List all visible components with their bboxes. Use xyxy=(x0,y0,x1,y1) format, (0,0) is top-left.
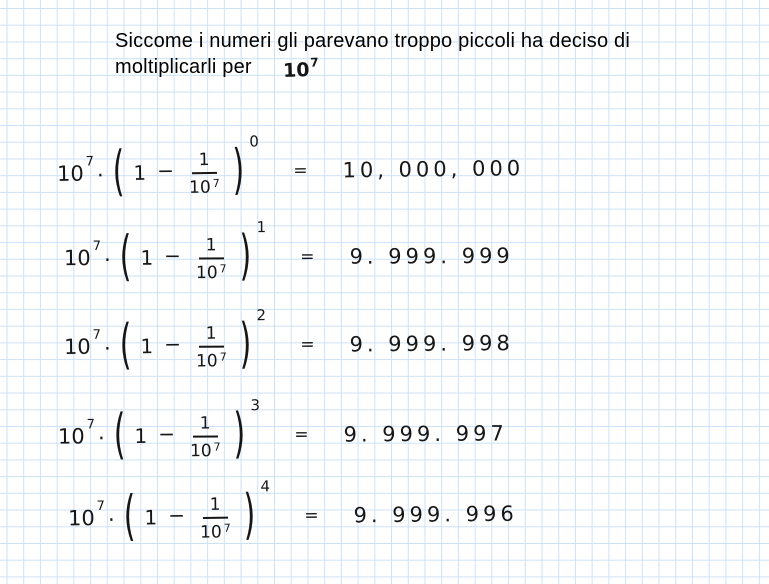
fraction-numerator: 1 xyxy=(199,326,224,348)
multiply-dot: · xyxy=(103,247,111,272)
equation-row-1 xyxy=(63,218,514,293)
fraction-denominator-exponent: 7 xyxy=(212,177,220,191)
intro-text xyxy=(115,28,630,80)
fraction-denominator xyxy=(200,519,231,543)
minus-sign: − xyxy=(156,158,175,183)
factor xyxy=(63,238,111,272)
fraction-denominator-exponent: 7 xyxy=(219,350,227,364)
multiply-dot: · xyxy=(97,426,105,451)
factor-base: 10 xyxy=(63,334,91,359)
multiply-dot: · xyxy=(103,336,111,361)
fraction-denominator-base: 10 xyxy=(195,351,218,372)
equals-sign: = xyxy=(294,424,309,445)
power-exponent: 0 xyxy=(249,132,260,151)
one: 1 xyxy=(133,160,147,185)
fraction-denominator-base: 10 xyxy=(189,441,212,462)
factor xyxy=(57,417,105,451)
factor-base: 10 xyxy=(57,424,85,449)
one: 1 xyxy=(134,423,148,449)
multiplier-base: 10 xyxy=(282,59,310,82)
multiply-dot: · xyxy=(96,163,104,188)
open-paren: ( xyxy=(112,140,125,204)
power-exponent: 4 xyxy=(260,477,271,496)
factor-exponent: 7 xyxy=(92,327,101,343)
result-value: 9. 999. 999 xyxy=(349,243,514,269)
close-paren-group xyxy=(233,396,261,466)
factor-exponent: 7 xyxy=(92,238,101,255)
factor-base: 10 xyxy=(67,506,95,531)
intro-line-2: moltiplicarli per xyxy=(115,56,252,78)
close-paren: ) xyxy=(239,224,252,288)
fraction-denominator-base: 10 xyxy=(195,263,218,284)
minus-sign: − xyxy=(164,331,182,357)
fraction-numerator: 1 xyxy=(192,152,217,174)
fraction xyxy=(189,152,220,198)
fraction xyxy=(195,235,227,284)
factor xyxy=(67,498,115,532)
close-paren: ) xyxy=(239,312,252,377)
close-paren: ) xyxy=(233,402,246,466)
one: 1 xyxy=(144,505,158,530)
equation-row-3 xyxy=(58,398,508,471)
fraction-denominator xyxy=(196,259,227,283)
factor-exponent: 7 xyxy=(85,154,94,170)
close-paren: ) xyxy=(232,139,245,203)
result-value: 9. 999. 997 xyxy=(343,421,508,447)
equals-sign: = xyxy=(304,505,319,526)
multiplier-exponent: 7 xyxy=(309,55,319,70)
factor-exponent: 7 xyxy=(96,498,105,515)
minus-sign: − xyxy=(158,421,175,446)
open-paren: ( xyxy=(119,313,132,378)
fraction xyxy=(195,323,227,372)
factor-exponent: 7 xyxy=(86,417,95,433)
power-exponent: 1 xyxy=(256,218,267,237)
equals-sign: = xyxy=(300,246,315,267)
open-paren: ( xyxy=(113,403,126,467)
factor-base: 10 xyxy=(63,246,91,271)
multiply-dot: · xyxy=(107,507,115,532)
power-exponent: 3 xyxy=(250,396,261,415)
minus-sign: − xyxy=(164,243,181,268)
equals-sign: = xyxy=(293,160,308,181)
fraction-denominator-base: 10 xyxy=(189,177,211,199)
fraction-denominator-base: 10 xyxy=(199,522,222,543)
factor xyxy=(63,327,111,361)
fraction-numerator: 1 xyxy=(199,238,224,260)
factor xyxy=(56,154,104,188)
close-paren-group xyxy=(243,477,271,548)
close-paren-group xyxy=(239,306,267,377)
result-value: 9. 999. 998 xyxy=(349,331,514,357)
power-exponent: 2 xyxy=(256,306,267,325)
fraction-denominator xyxy=(196,348,227,372)
equals-sign: = xyxy=(300,334,315,355)
result-value: 9. 999. 996 xyxy=(353,501,518,528)
close-paren-group xyxy=(239,218,267,288)
equation-row-2 xyxy=(64,308,514,382)
result-value: 10, 000, 000 xyxy=(342,156,525,183)
one: 1 xyxy=(140,334,154,359)
minus-sign: − xyxy=(168,503,186,528)
fraction-denominator xyxy=(190,438,221,462)
equation-row-0 xyxy=(57,133,525,209)
one: 1 xyxy=(140,245,154,270)
fraction xyxy=(189,413,221,462)
fraction-numerator: 1 xyxy=(193,416,218,438)
close-paren-group xyxy=(232,132,260,203)
factor-base: 10 xyxy=(56,161,84,186)
equation-row-4 xyxy=(68,479,518,554)
fraction xyxy=(200,497,231,543)
handwritten-multiplier xyxy=(283,57,320,82)
fraction-numerator: 1 xyxy=(203,497,228,519)
intro-line-1: Siccome i numeri gli parevano troppo piccoli ha deciso di xyxy=(115,30,630,52)
open-paren: ( xyxy=(123,485,136,549)
fraction-denominator-exponent: 7 xyxy=(213,440,221,454)
fraction-denominator-exponent: 7 xyxy=(219,262,227,276)
fraction-denominator-exponent: 7 xyxy=(223,521,231,535)
close-paren: ) xyxy=(243,483,256,548)
open-paren: ( xyxy=(119,225,132,289)
fraction-denominator xyxy=(189,174,220,198)
